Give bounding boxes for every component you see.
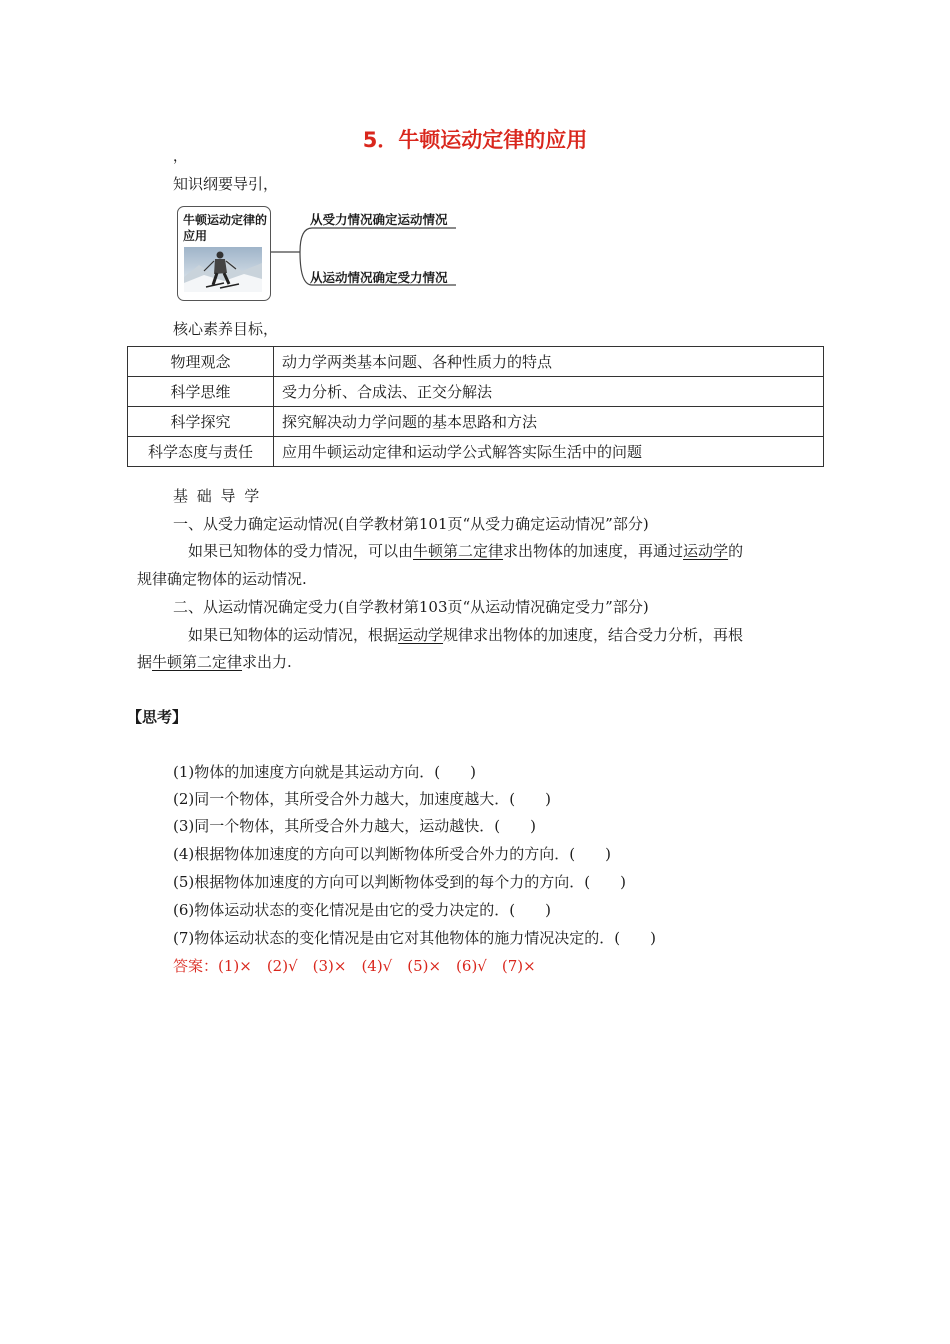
section1-paragraph-line2: 规律确定物体的运动情况. bbox=[137, 570, 307, 588]
question-item: (1)物体的加速度方向就是其运动方向．( ) bbox=[173, 763, 476, 781]
text: 如果已知物体的受力情况，可以由 bbox=[188, 542, 414, 560]
text: 据 bbox=[137, 653, 153, 671]
mindmap-connectors bbox=[0, 0, 950, 320]
goal-aspect: 物理观念 bbox=[128, 347, 274, 377]
section1-paragraph-line1 bbox=[188, 540, 743, 561]
key-term: 牛顿第二定律 bbox=[413, 542, 504, 560]
section2-paragraph-line1 bbox=[188, 624, 743, 645]
stray-mark: ， bbox=[173, 149, 187, 165]
question-item: (4)根据物体加速度的方向可以判断物体所受合外力的方向．( ) bbox=[173, 845, 611, 863]
goals-heading: 核心素养目标， bbox=[173, 320, 279, 338]
text: 求出物体的加速度，再通过 bbox=[503, 542, 684, 560]
question-item: (5)根据物体加速度的方向可以判断物体受到的每个力的方向．( ) bbox=[173, 873, 626, 891]
goal-aspect: 科学探究 bbox=[128, 407, 274, 437]
goal-content: 探究解决动力学问题的基本思路和方法 bbox=[274, 407, 824, 437]
section2-heading: 二、从运动情况确定受力(自学教材第103页“从运动情况确定受力”部分) bbox=[173, 598, 649, 616]
basics-heading: 基 础 导 学 bbox=[173, 487, 262, 505]
key-term: 运动学 bbox=[683, 542, 729, 560]
section1-heading: 一、从受力确定运动情况(自学教材第101页“从受力确定运动情况”部分) bbox=[173, 515, 649, 533]
table-row bbox=[128, 377, 824, 407]
text: 规律求出物体的加速度，结合受力分析，再根 bbox=[443, 626, 744, 644]
mindmap-branch-motion-to-force: 从运动情况确定受力情况 bbox=[310, 270, 448, 285]
mindmap-branch-force-to-motion: 从受力情况确定运动情况 bbox=[310, 212, 448, 227]
table-row bbox=[128, 347, 824, 377]
question-item: (6)物体运动状态的变化情况是由它的受力决定的．( ) bbox=[173, 901, 551, 919]
text: 如果已知物体的运动情况，根据 bbox=[188, 626, 399, 644]
text: 的 bbox=[728, 542, 744, 560]
page-title: 5．牛顿运动定律的应用 bbox=[362, 128, 588, 152]
goal-aspect: 科学态度与责任 bbox=[128, 437, 274, 467]
goal-aspect: 科学思维 bbox=[128, 377, 274, 407]
key-term: 运动学 bbox=[398, 626, 444, 644]
mindmap-root-title: 牛顿运动定律的应用 bbox=[183, 213, 268, 243]
question-item: (2)同一个物体，其所受合外力越大，加速度越大．( ) bbox=[173, 790, 551, 808]
think-heading: 【思考】 bbox=[127, 708, 188, 726]
table-row bbox=[128, 437, 824, 467]
answer-line: 答案：(1)× (2)√ (3)× (4)√ (5)× (6)√ (7)× bbox=[173, 957, 536, 975]
goal-content: 受力分析、合成法、正交分解法 bbox=[274, 377, 824, 407]
section2-paragraph-line2 bbox=[137, 651, 292, 672]
key-term: 牛顿第二定律 bbox=[152, 653, 243, 671]
text: 求出力. bbox=[242, 653, 292, 671]
table-row bbox=[128, 407, 824, 437]
goal-content: 应用牛顿运动定律和运动学公式解答实际生活中的问题 bbox=[274, 437, 824, 467]
outline-heading: 知识纲要导引， bbox=[173, 175, 279, 193]
goal-content: 动力学两类基本问题、各种性质力的特点 bbox=[274, 347, 824, 377]
question-item: (3)同一个物体，其所受合外力越大，运动越快．( ) bbox=[173, 817, 536, 835]
question-item: (7)物体运动状态的变化情况是由它对其他物体的施力情况决定的．( ) bbox=[173, 929, 656, 947]
core-goals-table bbox=[127, 346, 824, 467]
mindmap-root-box bbox=[177, 206, 271, 301]
skier-photo bbox=[184, 247, 262, 292]
